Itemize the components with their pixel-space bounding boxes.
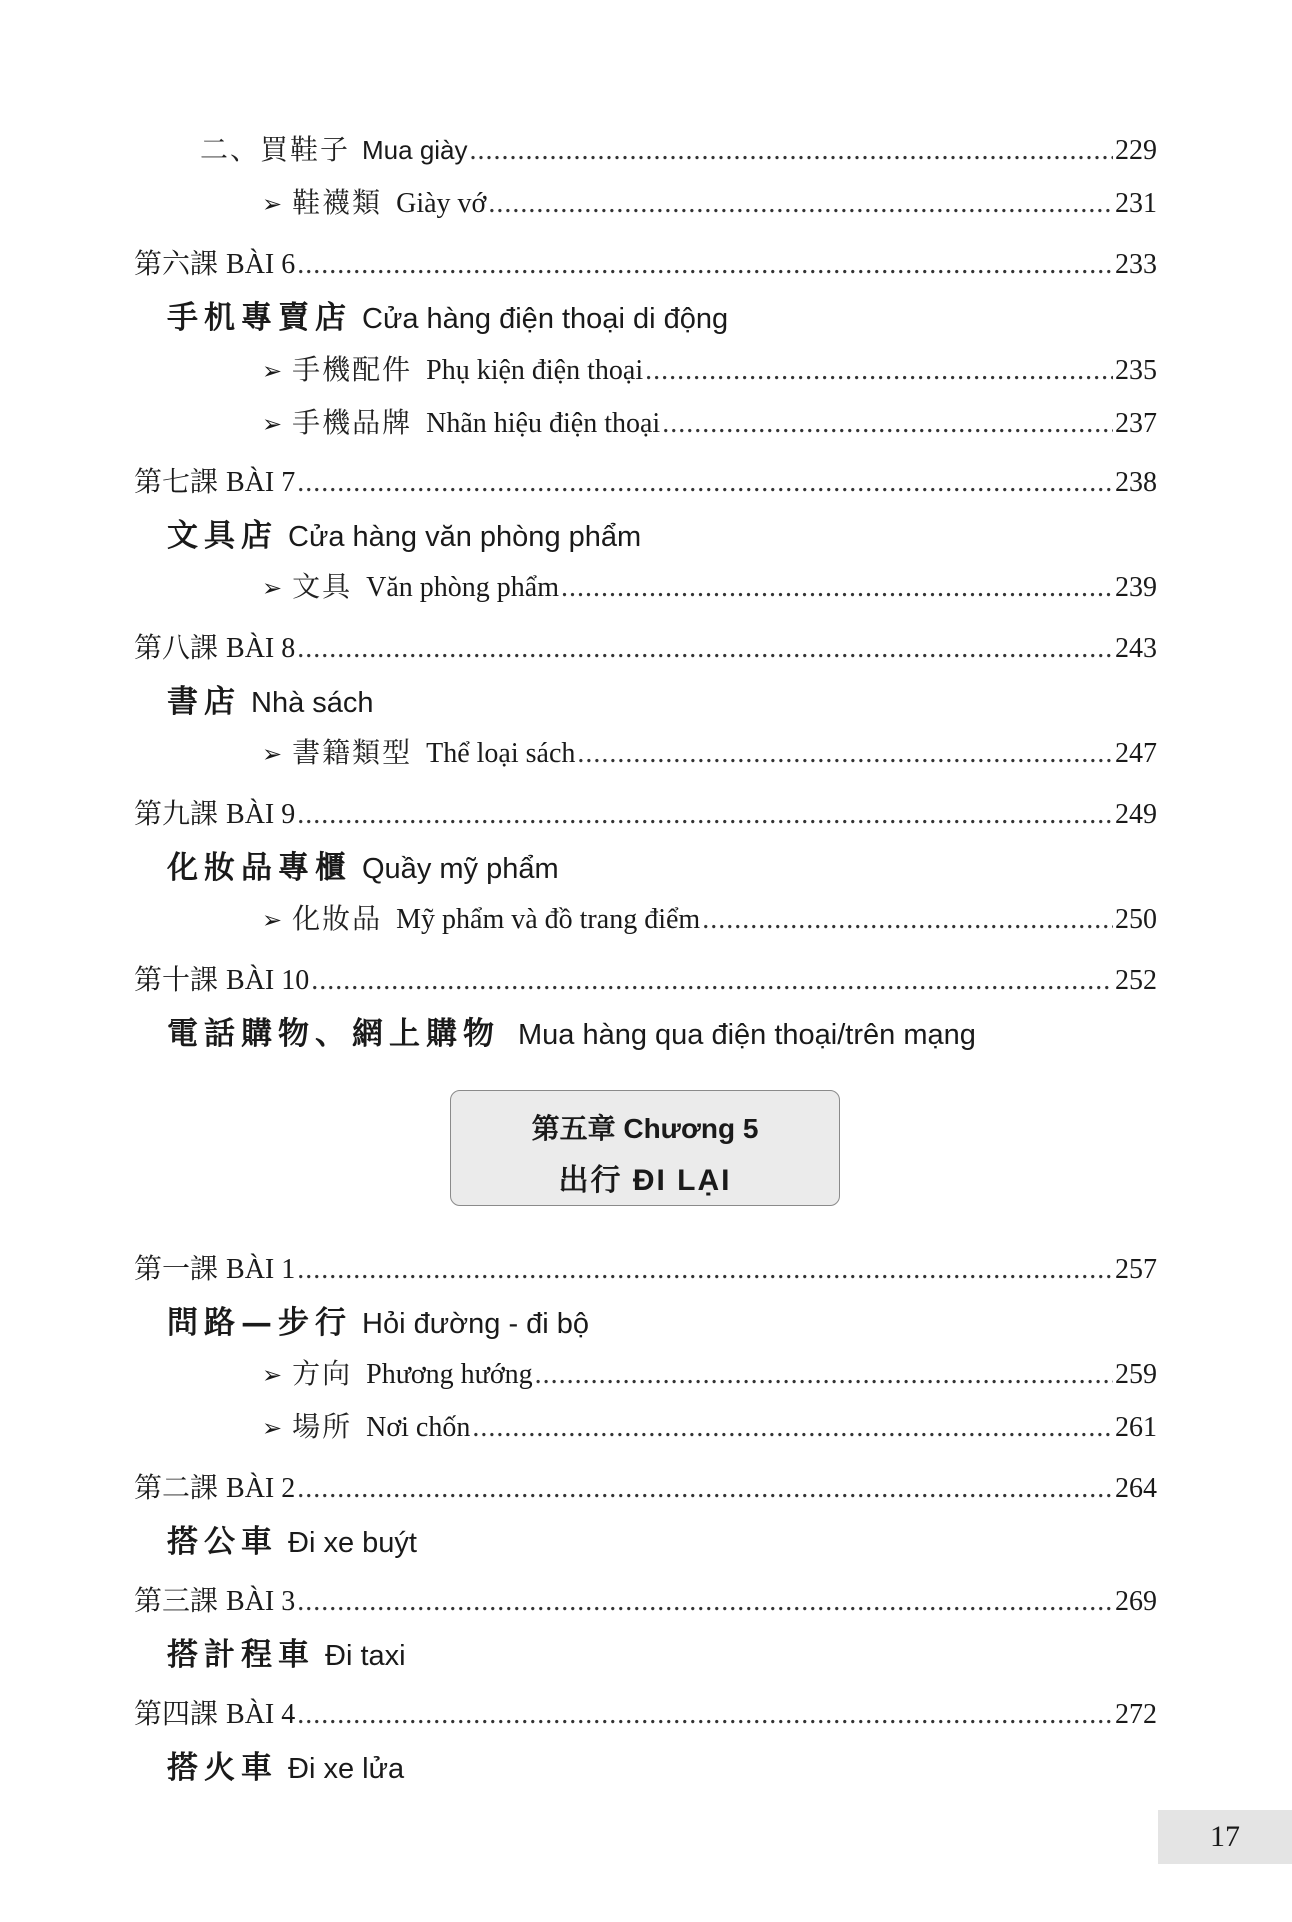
toc-lesson-title (167, 1629, 406, 1674)
entry-vi: Phụ kiện điện thoại (426, 355, 644, 386)
entry-vi: BÀI 2 (226, 1473, 296, 1504)
toc-entry-lesson (134, 460, 1157, 500)
entry-zh: 第八課 (134, 633, 219, 664)
toc-lesson-title (167, 292, 728, 337)
entry-zh: 化妝品 (292, 904, 383, 935)
entry-zh: 手機配件 (292, 355, 413, 386)
toc-entry-bullet (262, 565, 1157, 605)
title-vi: Đi xe buýt (288, 1527, 417, 1559)
entry-vi: BÀI 10 (226, 965, 310, 996)
entry-zh: 第四課 (134, 1699, 219, 1730)
entry-zh: 第十課 (134, 965, 219, 996)
title-zh: 問路—步行 (167, 1305, 352, 1341)
toc-entry-bullet (262, 401, 1157, 441)
entry-zh: 第九課 (134, 799, 219, 830)
entry-vi: BÀI 9 (226, 799, 296, 830)
toc-lesson-title (167, 1008, 976, 1053)
leader-dots (297, 633, 1113, 661)
leader-dots (311, 965, 1113, 993)
entry-page: 272 (1115, 1699, 1157, 1730)
entry-zh: 鞋襪類 (292, 188, 383, 219)
entry-zh: 第六課 (134, 249, 219, 280)
toc-lesson-title (167, 842, 559, 887)
entry-vi: BÀI 7 (226, 467, 296, 498)
bullet-arrow-icon: ➢ (262, 412, 283, 438)
entry-vi: BÀI 1 (226, 1254, 296, 1285)
title-vi: Cửa hàng văn phòng phẩm (288, 521, 642, 553)
leader-dots (297, 1699, 1113, 1727)
title-vi: Quầy mỹ phẩm (362, 853, 559, 885)
leader-dots (662, 408, 1113, 436)
entry-zh: 場所 (292, 1412, 353, 1443)
leader-dots (297, 1586, 1113, 1614)
entry-page: 237 (1115, 408, 1157, 439)
entry-page: 239 (1115, 572, 1157, 603)
entry-page: 247 (1115, 738, 1157, 769)
entry-page: 264 (1115, 1473, 1157, 1504)
entry-zh: 手機品牌 (292, 408, 413, 439)
title-zh: 手机專賣店 (167, 300, 352, 336)
entry-vi: Văn phòng phẩm (366, 572, 559, 603)
entry-page: 229 (1115, 135, 1157, 166)
leader-dots (472, 1412, 1113, 1440)
entry-vi: Mỹ phẩm và đồ trang điểm (396, 904, 701, 935)
toc-entry-bullet (262, 897, 1157, 937)
entry-page: 259 (1115, 1359, 1157, 1390)
toc-entry-lesson (134, 1692, 1157, 1732)
entry-vi: BÀI 3 (226, 1586, 296, 1617)
toc-lesson-title (167, 1516, 417, 1561)
entry-page: 250 (1115, 904, 1157, 935)
chapter-title: 出行 ĐI LẠI (558, 1164, 732, 1197)
leader-dots (645, 355, 1113, 383)
entry-vi: Phương hướng (366, 1359, 533, 1390)
title-vi: Nhà sách (251, 687, 374, 719)
bullet-arrow-icon: ➢ (262, 576, 283, 602)
leader-dots (488, 188, 1113, 216)
title-zh: 搭公車 (167, 1524, 278, 1560)
entry-zh: 方向 (292, 1359, 353, 1390)
toc-entry-lesson (134, 242, 1157, 282)
toc-entry-lesson (134, 958, 1157, 998)
page-number: 17 (1158, 1810, 1292, 1864)
bullet-arrow-icon: ➢ (262, 1416, 283, 1442)
entry-page: 235 (1115, 355, 1157, 386)
entry-page: 269 (1115, 1586, 1157, 1617)
entry-vi: BÀI 4 (226, 1699, 296, 1730)
bullet-arrow-icon: ➢ (262, 192, 283, 218)
toc-entry-bullet (262, 1352, 1157, 1392)
entry-zh: 第三課 (134, 1586, 219, 1617)
toc-lesson-title (167, 676, 374, 721)
toc-lesson-title (167, 1742, 404, 1787)
bullet-arrow-icon: ➢ (262, 742, 283, 768)
entry-vi: Thể loại sách (426, 738, 576, 769)
toc-entry-sub (200, 128, 1157, 168)
title-vi: Cửa hàng điện thoại di động (362, 303, 729, 335)
toc-entry-lesson (134, 1247, 1157, 1287)
entry-page: 233 (1115, 249, 1157, 280)
toc-entry-lesson (134, 626, 1157, 666)
entry-page: 238 (1115, 467, 1157, 498)
entry-vi: Mua giày (362, 135, 468, 165)
title-vi: Mua hàng qua điện thoại/trên mạng (518, 1019, 976, 1051)
entry-zh: 書籍類型 (292, 738, 413, 769)
toc-entry-bullet (262, 348, 1157, 388)
title-zh: 搭火車 (167, 1750, 278, 1786)
leader-dots (297, 249, 1113, 277)
entry-zh: 第一課 (134, 1254, 219, 1285)
entry-vi: Nhãn hiệu điện thoại (426, 408, 661, 439)
entry-page: 252 (1115, 965, 1157, 996)
toc-entry-bullet (262, 181, 1157, 221)
toc-entry-lesson (134, 1466, 1157, 1506)
title-zh: 電話購物、網上購物 (167, 1016, 500, 1052)
entry-zh: 第二課 (134, 1473, 219, 1504)
bullet-arrow-icon: ➢ (262, 1363, 283, 1389)
toc-entry-bullet (262, 731, 1157, 771)
entry-page: 231 (1115, 188, 1157, 219)
title-zh: 文具店 (167, 518, 278, 554)
title-zh: 化妝品專櫃 (167, 850, 352, 886)
bullet-arrow-icon: ➢ (262, 908, 283, 934)
entry-vi: BÀI 8 (226, 633, 296, 664)
chapter-number: 第五章 Chương 5 (531, 1113, 759, 1144)
entry-vi: BÀI 6 (226, 249, 296, 280)
leader-dots (470, 135, 1113, 163)
leader-dots (702, 904, 1113, 932)
leader-dots (297, 1473, 1113, 1501)
leader-dots (577, 738, 1113, 766)
toc-entry-lesson (134, 792, 1157, 832)
leader-dots (297, 799, 1113, 827)
title-zh: 書店 (167, 684, 241, 720)
leader-dots (297, 467, 1113, 495)
entry-vi: Giày vớ (396, 188, 487, 219)
entry-vi: Nơi chốn (366, 1412, 471, 1443)
toc-lesson-title (167, 510, 641, 555)
entry-page: 257 (1115, 1254, 1157, 1285)
entry-zh: 文具 (292, 572, 353, 603)
leader-dots (535, 1359, 1113, 1387)
entry-page: 261 (1115, 1412, 1157, 1443)
title-zh: 搭計程車 (167, 1637, 315, 1673)
title-vi: Đi taxi (325, 1640, 406, 1672)
toc-entry-lesson (134, 1579, 1157, 1619)
entry-zh: 二、買鞋子 (200, 135, 351, 166)
chapter-heading-box (450, 1090, 840, 1206)
title-vi: Hỏi đường - đi bộ (362, 1308, 590, 1340)
toc-lesson-title (167, 1297, 589, 1342)
leader-dots (297, 1254, 1113, 1282)
title-vi: Đi xe lửa (288, 1753, 405, 1785)
bullet-arrow-icon: ➢ (262, 359, 283, 385)
toc-entry-bullet (262, 1405, 1157, 1445)
entry-page: 249 (1115, 799, 1157, 830)
entry-page: 243 (1115, 633, 1157, 664)
leader-dots (561, 572, 1113, 600)
entry-zh: 第七課 (134, 467, 219, 498)
